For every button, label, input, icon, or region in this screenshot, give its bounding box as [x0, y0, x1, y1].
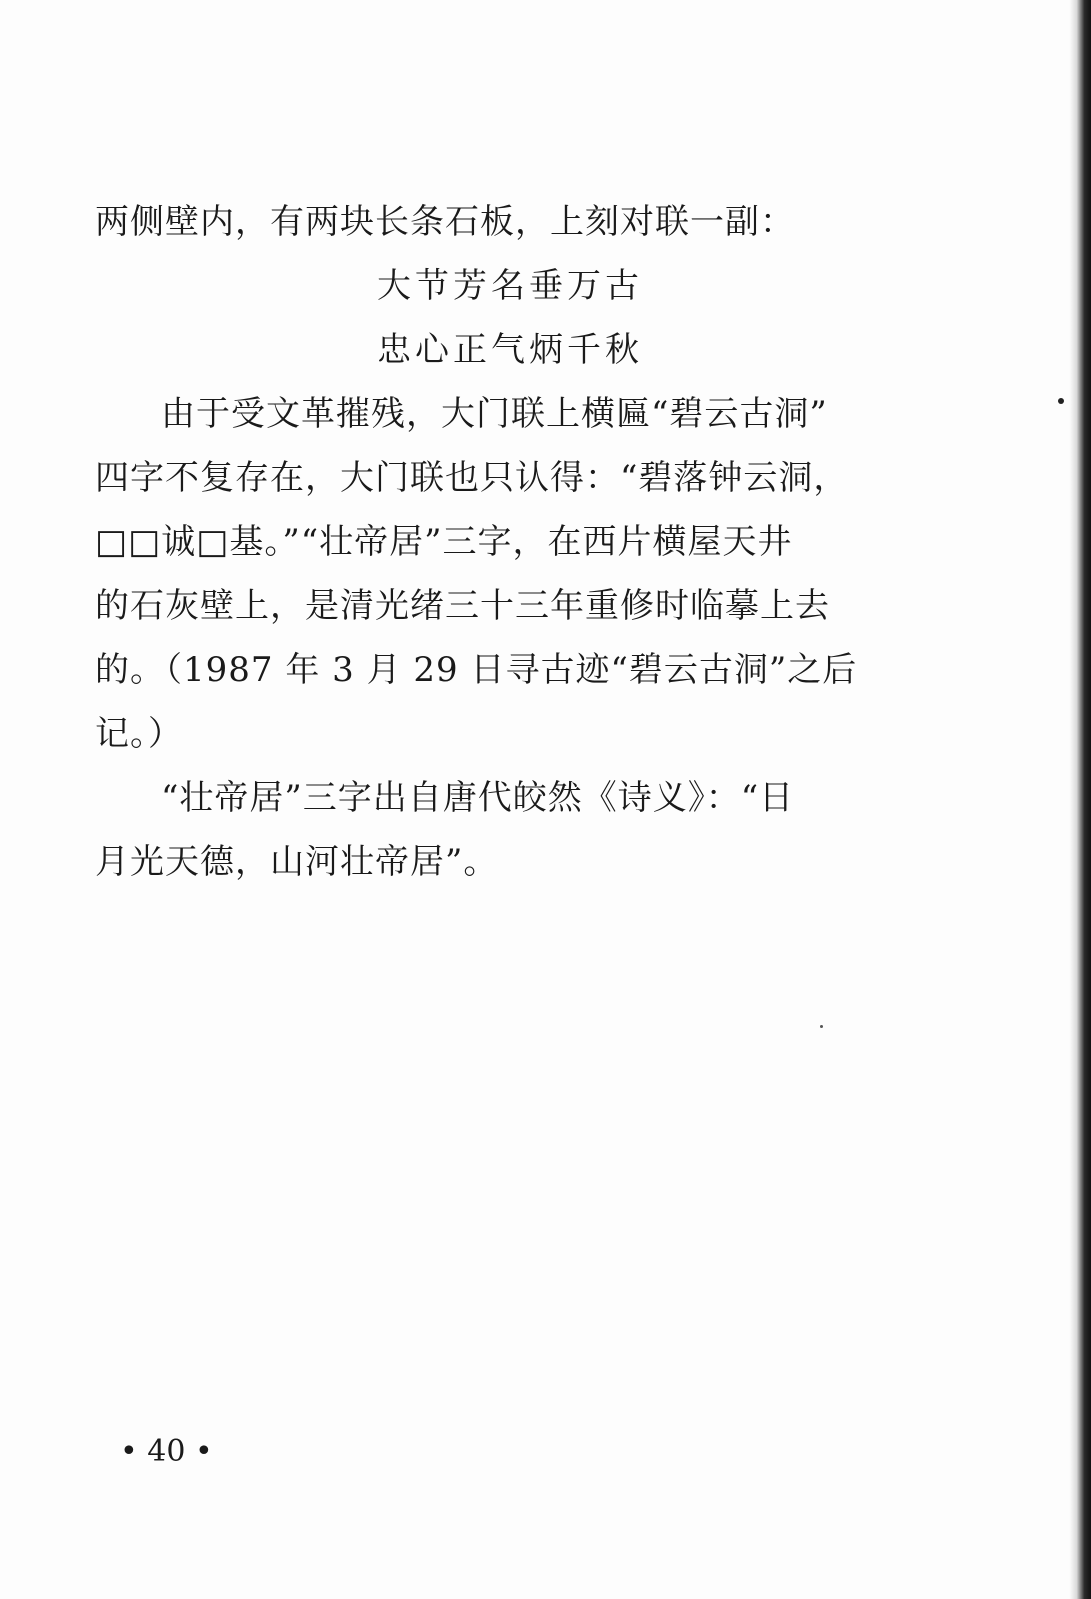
body-text [95, 190, 940, 894]
couplet-line-1: 大节芳名垂万古 [377, 266, 643, 306]
paragraph-2-line-6: 记。） [95, 714, 183, 754]
paragraph-2-line-1: 由于受文革摧残，大门联上横匾“碧云古洞” [161, 394, 828, 434]
paragraph-3-line-1: “壮帝居”三字出自唐代皎然《诗义》：“日 [161, 778, 795, 818]
paragraph-3-line-2: 月光天德，山河壮帝居”。 [95, 842, 499, 882]
text-line-1: 两侧壁内，有两块长条石板，上刻对联一副： [95, 202, 795, 242]
scan-speck [820, 1025, 823, 1028]
page-edge-shadow [1069, 0, 1091, 1599]
paragraph-2-line-4: 的石灰壁上，是清光绪三十三年重修时临摹上去 [95, 586, 830, 626]
paragraph-2-line-3: □□诚□基。”“壮帝居”三字，在西片横屋天井 [95, 522, 793, 562]
page-number: • 40 • [120, 1434, 213, 1469]
scan-speck [1058, 398, 1064, 404]
couplet-line-2: 忠心正气炳千秋 [377, 330, 643, 370]
paragraph-2-line-2: 四字不复存在，大门联也只认得：“碧落钟云洞， [95, 458, 849, 498]
paragraph-2-line-5: 的。（1987 年 3 月 29 日寻古迹“碧云古洞”之后 [95, 650, 858, 690]
